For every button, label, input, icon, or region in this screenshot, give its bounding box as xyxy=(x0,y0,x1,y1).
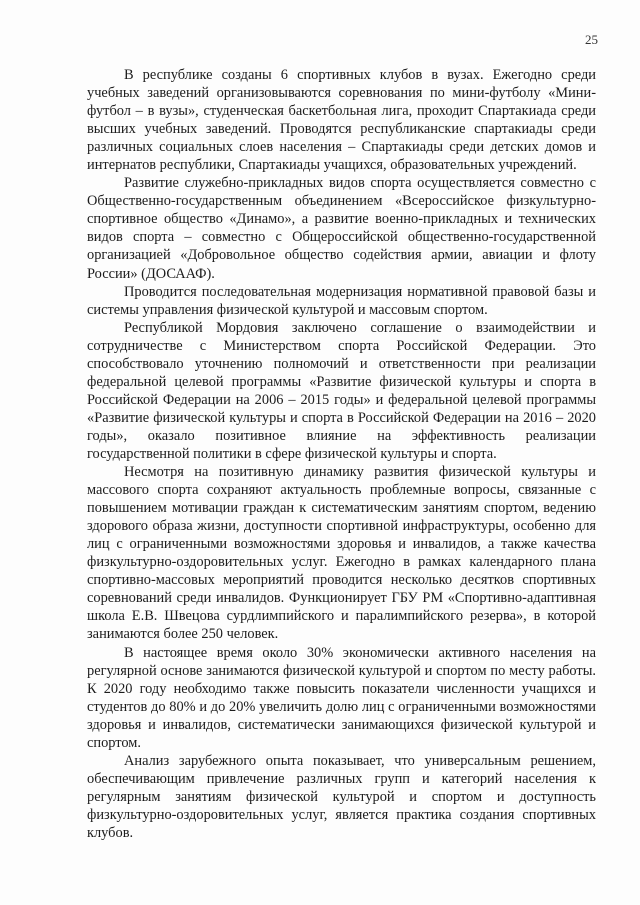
paragraph-student-sports-clubs: В республике созданы 6 спортивных клубов в вузах. Ежегодно среди учебных заведений организовываются соревнования по мини-футболу «Мини-футбол – в вузы», студенческая баскетбольная лига, проходит Спартакиада среди высших учебных заведений. Проводятся республиканские спартакиады среди различных социальных слоев населения – Спартакиады среди детских домов и интернатов республики, Спартакиады учащихся, образовательных учреждений. xyxy=(87,67,596,174)
page-number: 25 xyxy=(585,32,598,47)
paragraph-applied-sports: Развитие служебно-прикладных видов спорта осуществляется совместно с Общественно-государственным объединением «Всероссийское физкультурно-спортивное общество «Динамо», а развитие военно-прикладных и технических видов спорта – совместно с Общероссийской общественно-государственной организацией «Добровольное общество содействия армии, авиации и флоту России» (ДОСААФ). xyxy=(87,175,596,282)
paragraph-regulatory-modernization: Проводится последовательная модернизация нормативной правовой базы и системы управления физической культурой и массовым спортом. xyxy=(87,283,596,318)
body-text xyxy=(87,66,596,842)
paragraph-problem-issues: Несмотря на позитивную динамику развития физической культуры и массового спорта сохраняют актуальность проблемные вопросы, связанные с повышением мотивации граждан к систематическим занятиям спортом, ведению здорового образа жизни, доступности спортивной инфраструктуры, особенно для лиц с ограниченными возможностями здоровья и инвалидов, а также качества физкультурно-оздоровительных услуг. Ежегодно в рамках календарного плана спортивно-массовых мероприятий проводится несколько десятков спортивных соревнований среди инвалидов. Функционирует ГБУ РМ «Спортивно-адаптивная школа Е.В. Швецова сурдлимпийского и паралимпийского резерва», в которой занимаются более 250 человек. xyxy=(87,464,596,643)
paragraph-ministry-agreement: Республикой Мордовия заключено соглашение о взаимодействии и сотрудничестве с Министерством спорта Российской Федерации. Это способствовало уточнению полномочий и ответственности при реализации федеральной целевой программы «Развитие физической культуры и спорта в Российской Федерации на 2006 – 2015 годы» и федеральной целевой программы «Развитие физической культуры и спорта в Российской Федерации на 2016 – 2020 годы», оказало позитивное влияние на эффективность реализации государственной политики в сфере физической культуры и спорта. xyxy=(87,319,596,462)
paragraph-population-activity: В настоящее время около 30% экономически активного населения на регулярной основе занимаются физической культурой и спортом по месту работы. К 2020 году необходимо также повысить показатели численности учащихся и студентов до 80% и до 20% увеличить долю лиц с ограниченными возможностями здоровья и инвалидов, систематически занимающихся физической культурой и спортом. xyxy=(87,644,596,751)
paragraph-foreign-experience: Анализ зарубежного опыта показывает, что универсальным решением, обеспечивающим привлечение различных групп и категорий населения к регулярным занятиям физической культурой и спортом и доступность физкультурно-оздоровительных услуг, является практика создания спортивных клубов. xyxy=(87,752,596,841)
